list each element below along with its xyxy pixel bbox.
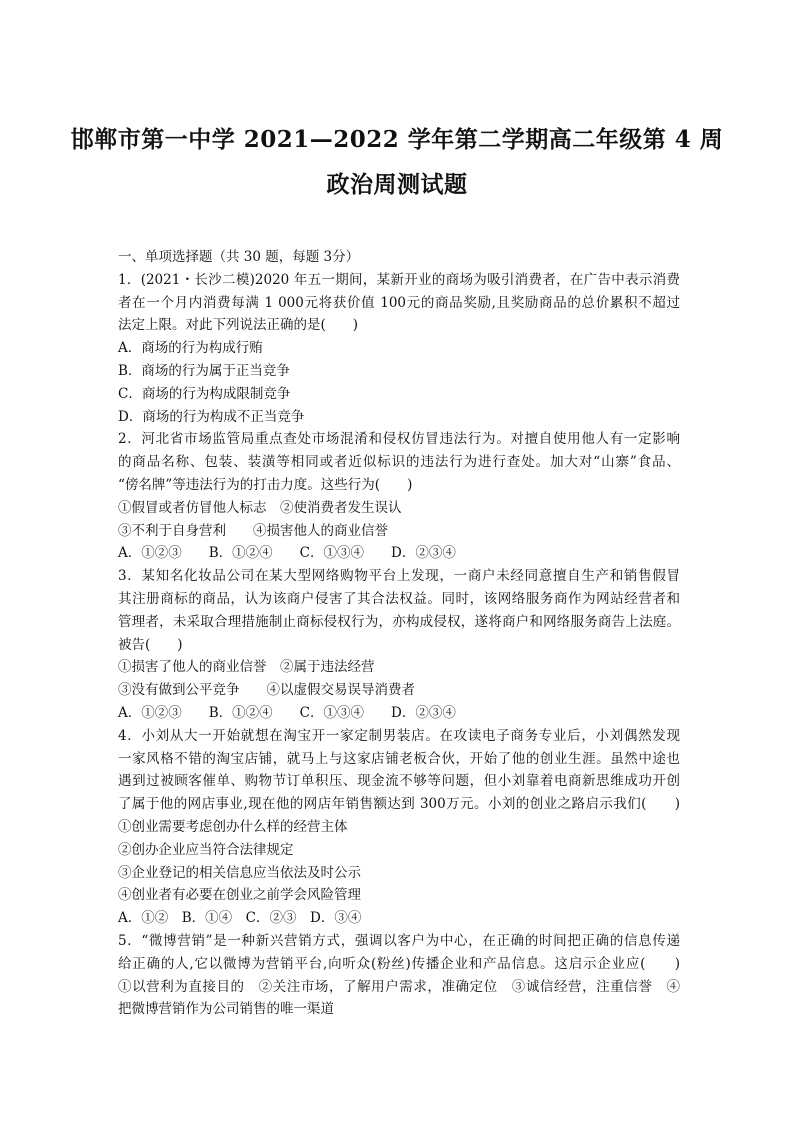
question-4-stem-line: 遇到过被顾客催单、购物节订单积压、现金流不够等问题，但小刘靠着电商新思维成功开创 [118,773,680,790]
question-2-stem-line: “傍名牌”等违法行为的打击力度。这些行为( ) [118,476,413,493]
question-3-stem-line: 3．某知名化妆品公司在某大型网络购物平台上发现，一商户未经同意擅自生产和销售假冒 [118,568,680,585]
question-1-option-d: D．商场的行为构成不正当竞争 [118,408,305,425]
question-4-stem-line: 4．小刘从大一开始就想在淘宝开一家定制男装店。在攻读电子商务专业后，小刘偶然发现 [118,727,680,744]
question-2-stem-line: 的商品名称、包装、装潢等相同或者近似标识的违法行为进行查处。加大对“山寨”食品、 [118,454,680,471]
question-5-stem-line: ①以营利为直接目的 ②关注市场，了解用户需求，准确定位 ③诚信经营，注重信誉 ④ [118,978,680,995]
question-5-stem-line: 给正确的人,它以微博为营销平台,向听众(粉丝)传播企业和产品信息。这启示企业应( ) [118,955,680,972]
question-1-stem-line: 法定上限。对此下列说法正确的是( ) [118,317,359,334]
question-3-stem-line: 管理者，未采取合理措施制止商标侵权行为，亦构成侵权，遂将商户和网络服务商告上法庭。 [118,613,680,630]
question-3-statement: ①损害了他人的商业信誉 ②属于违法经营 [118,659,375,676]
question-4-statement: ④创业者有必要在创业之前学会风险管理 [118,887,361,904]
question-2-statement: ①假冒或者仿冒他人标志 ②使消费者发生误认 [118,499,402,516]
question-4-stem-line: 一家风格不错的淘宝店铺，就马上与这家店铺老板合伙，开始了他的创业生涯。虽然中途也 [118,750,680,767]
question-1-option-a: A．商场的行为构成行贿 [118,340,263,357]
section-heading: 一、单项选择题（共 30 题，每题 3分） [118,249,360,265]
question-2-options: A．①②③ B．①②④ C．①③④ D．②③④ [118,545,456,562]
question-5 [118,930,680,1021]
question-4 [118,725,680,930]
question-4-statement: ②创办企业应当符合法律规定 [118,841,294,858]
question-5-stem-line: 5．“微博营销”是一种新兴营销方式，强调以客户为中心，在正确的时间把正确的信息传递 [118,932,680,949]
question-4-stem-line: 了属于他的网店事业,现在他的网店年销售额达到 300万元。小刘的创业之路启示我们( ) [118,796,680,813]
exam-title-line2: 政治周测试题 [326,171,468,198]
question-3 [118,565,680,725]
question-1-stem-line: 1．(2021・长沙二模)2020 年五一期间，某新开业的商场为吸引消费者，在广告中表示消费 [118,271,680,288]
question-2 [118,428,680,565]
question-5-stem-line: 把微博营销作为公司销售的唯一渠道 [118,1001,334,1018]
question-2-statement: ③不利于自身营利 ④损害他人的商业信誉 [118,522,388,539]
question-3-stem-line: 被告( ) [118,636,183,653]
question-3-options: A．①②③ B．①②④ C．①③④ D．②③④ [118,704,456,721]
question-4-options: A．①② B．①④ C．②③ D．③④ [118,910,362,927]
question-4-statement: ①创业需要考虑创办什么样的经营主体 [118,818,348,835]
question-1 [118,269,680,429]
question-4-statement: ③企业登记的相关信息应当依法及时公示 [118,864,361,881]
question-1-option-b: B．商场的行为属于正当竞争 [118,362,290,379]
exam-content [118,246,680,1021]
question-3-stem-line: 其注册商标的商品，认为该商户侵害了其合法权益。同时，该网络服务商作为网站经营者和 [118,590,680,607]
exam-title-line1: 邯郸市第一中学 2021—2022 学年第二学期高二年级第 4 周 [70,126,724,153]
question-3-statement: ③没有做到公平竞争 ④以虚假交易误导消费者 [118,682,415,699]
question-2-stem-line: 2．河北省市场监管局重点查处市场混淆和侵权仿冒违法行为。对擅自使用他人有一定影响 [118,431,680,448]
question-1-stem-line: 者在一个月内消费每满 1 000元将获价值 100元的商品奖励,且奖励商品的总价累积不超过 [118,294,680,311]
question-1-option-c: C．商场的行为构成限制竞争 [118,385,291,402]
